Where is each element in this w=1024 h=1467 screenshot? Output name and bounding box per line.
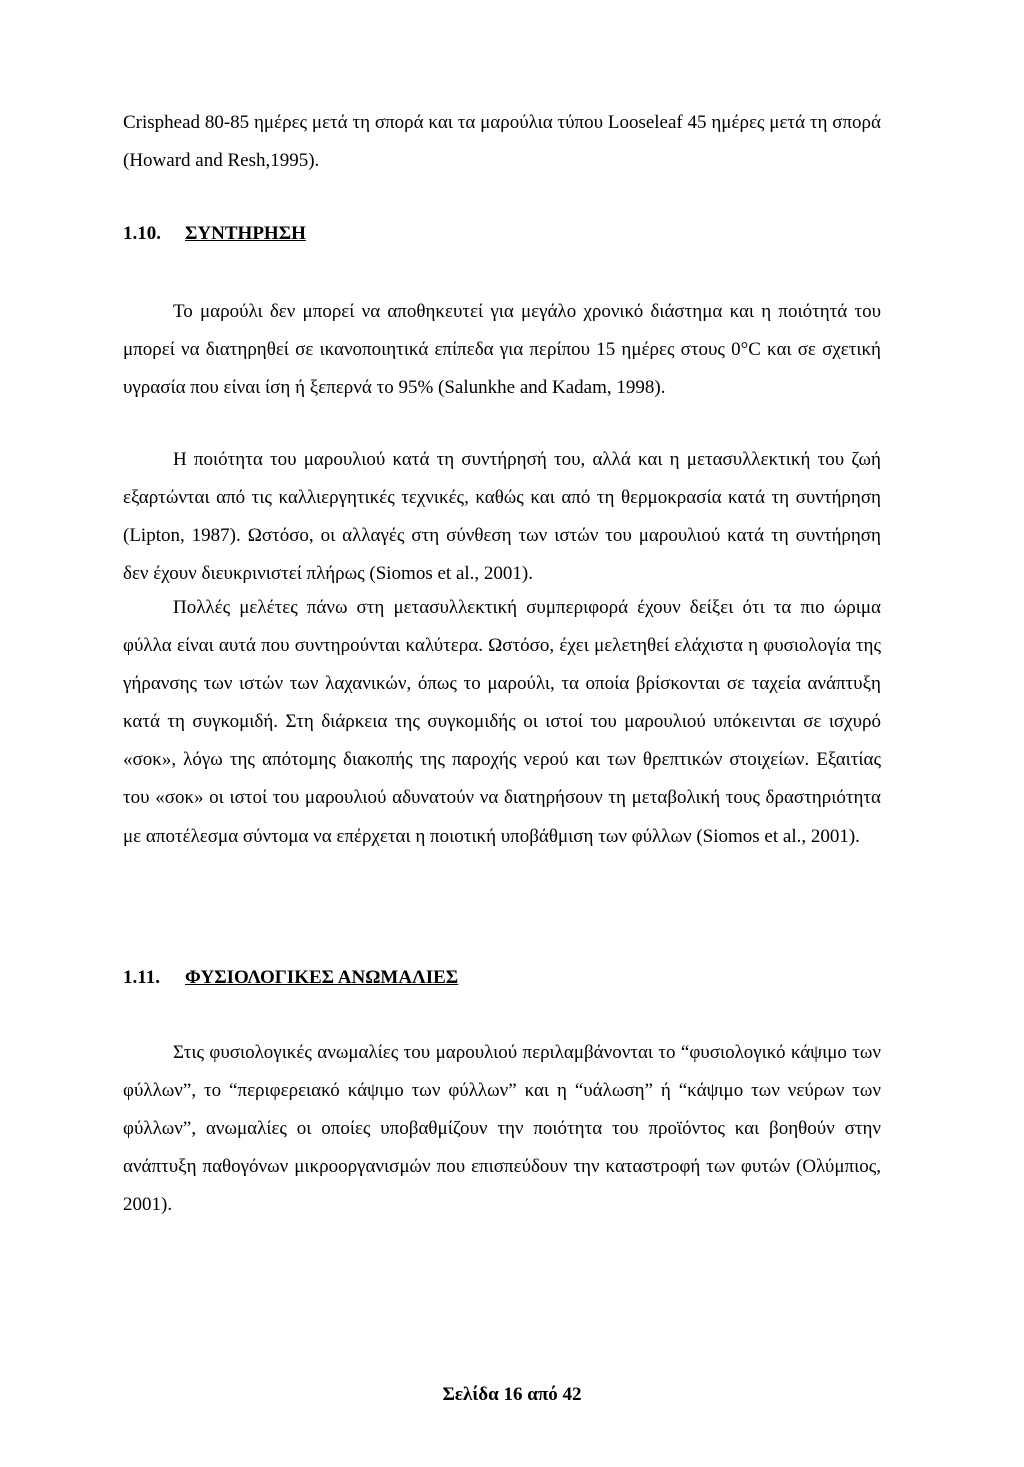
section-heading-1-10 bbox=[123, 222, 306, 246]
top-paragraph: Crisphead 80-85 ημέρες μετά τη σπορά και τα μαρούλια τύπου Looseleaf 45 ημέρες μετά τη σπορά (Howard and Resh,1995). bbox=[123, 112, 881, 172]
page-footer: Σελίδα 16 από 42 bbox=[442, 1384, 582, 1405]
paragraph-storage-3: Πολλές μελέτες πάνω στη μετασυλλεκτική συμπεριφορά έχουν δείξει ότι τα πιο ώριμα φύλλα είναι αυτά που συντηρούνται καλύτερα. Ωστόσο, έχει μελετηθεί ελάχιστα η φυσιολογία της γήρανσης των ιστών των λαχανικών, όπως το μαρούλι, τα οποία βρίσκονται σε ταχεία ανάπτυξη κατά τη συγκομιδή. Στη διάρκεια της συγκομιδής οι ιστοί του μαρουλιού υπόκεινται σε ισχυρό «σοκ», λόγω της απότομης διακοπής της παροχής νερού και των θρεπτικών στοιχείων. Εξαιτίας του «σοκ» οι ιστοί του μαρουλιού αδυνατούν να διατηρήσουν τη μεταβολική τους δραστηριότητα με αποτέλεσμα σύντομα να επέρχεται η ποιοτική υποβάθμιση των φύλλων (Siomos et al., 2001). bbox=[123, 597, 881, 847]
section-title: ΦΥΣΙΟΛΟΓΙΚΕΣ ΑΝΩΜΑΛΙΕΣ bbox=[185, 967, 459, 988]
section-number: 1.11. bbox=[123, 967, 160, 988]
paragraph-disorders-1: Στις φυσιολογικές ανωμαλίες του μαρουλιού περιλαμβάνονται το “φυσιολογικό κάψιμο των φύλλων”, το “περιφερειακό κάψιμο των φύλλων” και η “υάλωση” ή “κάψιμο των νεύρων των φύλλων”, ανωμαλίες οι οποίες υποβαθμίζουν την ποιότητα του προϊόντος και βοηθούν στην ανάπτυξη παθογόνων μικροοργανισμών που επισπεύδουν την καταστροφή των φυτών (Ολύμπιος, 2001). bbox=[123, 1042, 881, 1216]
section-heading-1-11 bbox=[123, 966, 458, 990]
paragraph-storage-2: Η ποιότητα του μαρουλιού κατά τη συντήρησή του, αλλά και η μετασυλλεκτική του ζωή εξαρτώνται από τις καλλιεργητικές τεχνικές, καθώς και από τη θερμοκρασία κατά τη συντήρηση (Lipton, 1987). Ωστόσο, οι αλλαγές στη σύνθεση των ιστών του μαρουλιού κατά τη συντήρηση δεν έχουν διευκρινιστεί πλήρως (Siomos et al., 2001). bbox=[123, 449, 881, 585]
section-title: ΣΥΝΤΗΡΗΣΗ bbox=[185, 223, 306, 244]
section-number: 1.10. bbox=[123, 223, 161, 244]
paragraph-storage-1: Το μαρούλι δεν μπορεί να αποθηκευτεί για μεγάλο χρονικό διάστημα και η ποιότητά του μπορεί να διατηρηθεί σε ικανοποιητικά επίπεδα για περίπου 15 ημέρες στους 0°C και σε σχετική υγρασία που είναι ίση ή ξεπερνά το 95% (Salunkhe and Kadam, 1998). bbox=[123, 301, 881, 399]
